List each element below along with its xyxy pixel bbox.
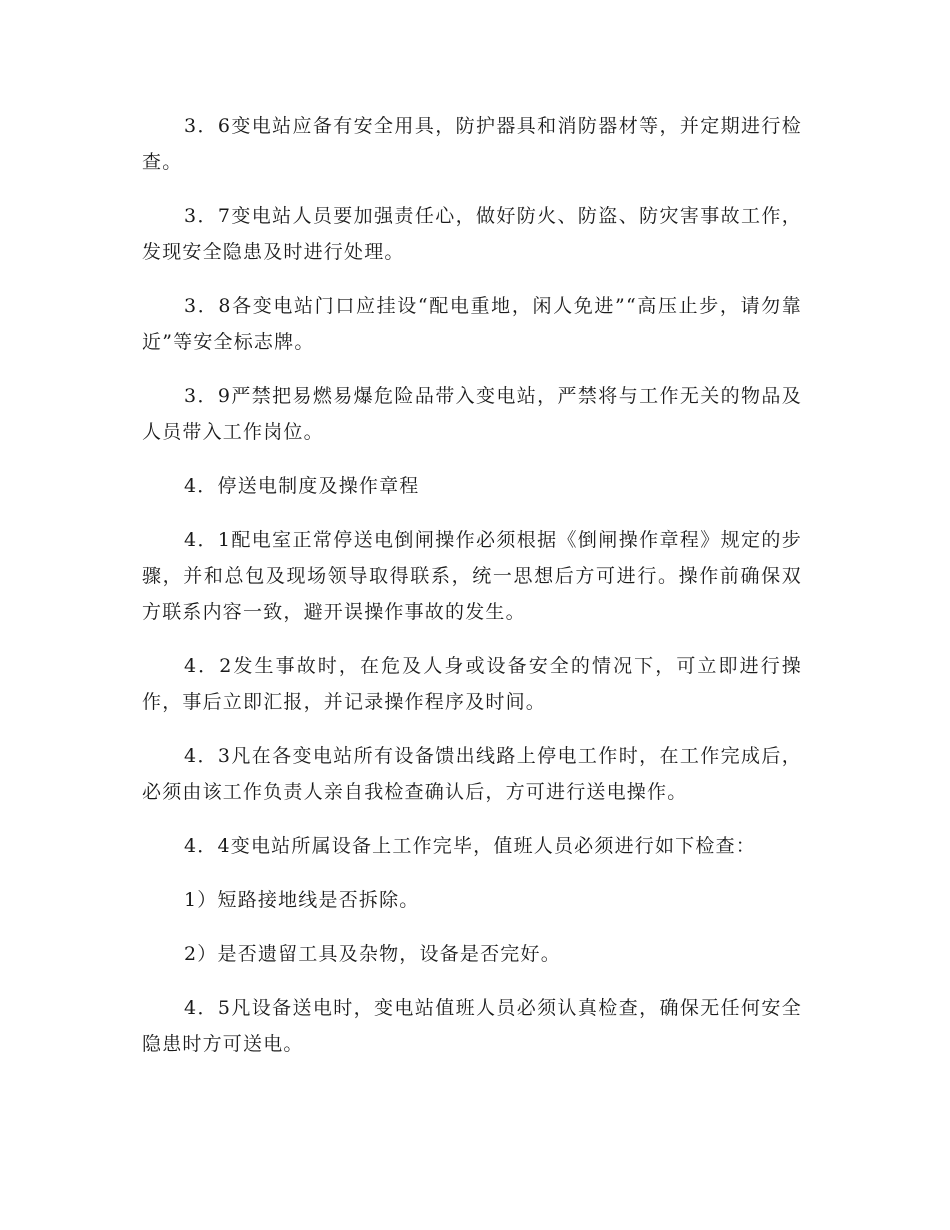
paragraph-3-7: 3．7变电站人员要加强责任心，做好防火、防盗、防灾害事故工作，发现安全隐患及时进行处理。 [142,205,802,263]
paragraph-4-5: 4．5凡设备送电时，变电站值班人员必须认真检查，确保无任何安全隐患时方可送电。 [142,997,802,1055]
paragraph-3-8: 3．8各变电站门口应挂设“配电重地，闲人免进”“高压止步，请勿靠近”等安全标志牌。 [142,295,802,353]
list-item-1: 1）短路接地线是否拆除。 [184,889,420,911]
paragraph-4-2: 4．2发生事故时，在危及人身或设备安全的情况下，可立即进行操作，事后立即汇报，并记录操作程序及时间。 [142,655,802,713]
paragraph-3-9: 3．9严禁把易燃易爆危险品带入变电站，严禁将与工作无关的物品及人员带入工作岗位。 [142,385,802,443]
list-item-2: 2）是否遗留工具及杂物，设备是否完好。 [184,943,561,965]
paragraph-4-3: 4．3凡在各变电站所有设备馈出线路上停电工作时，在工作完成后，必须由该工作负责人亲自我检查确认后，方可进行送电操作。 [142,745,802,803]
paragraph-4-1: 4．1配电室正常停送电倒闸操作必须根据《倒闸操作章程》规定的步骤，并和总包及现场领导取得联系，统一思想后方可进行。操作前确保双方联系内容一致，避开误操作事故的发生。 [142,529,802,623]
document-body [142,108,802,1080]
paragraph-4-4: 4．4变电站所属设备上工作完毕，值班人员必须进行如下检查： [184,835,756,857]
section-heading-4: 4．停送电制度及操作章程 [184,475,420,497]
paragraph-3-6: 3．6变电站应备有安全用具，防护器具和消防器材等，并定期进行检查。 [142,115,802,173]
